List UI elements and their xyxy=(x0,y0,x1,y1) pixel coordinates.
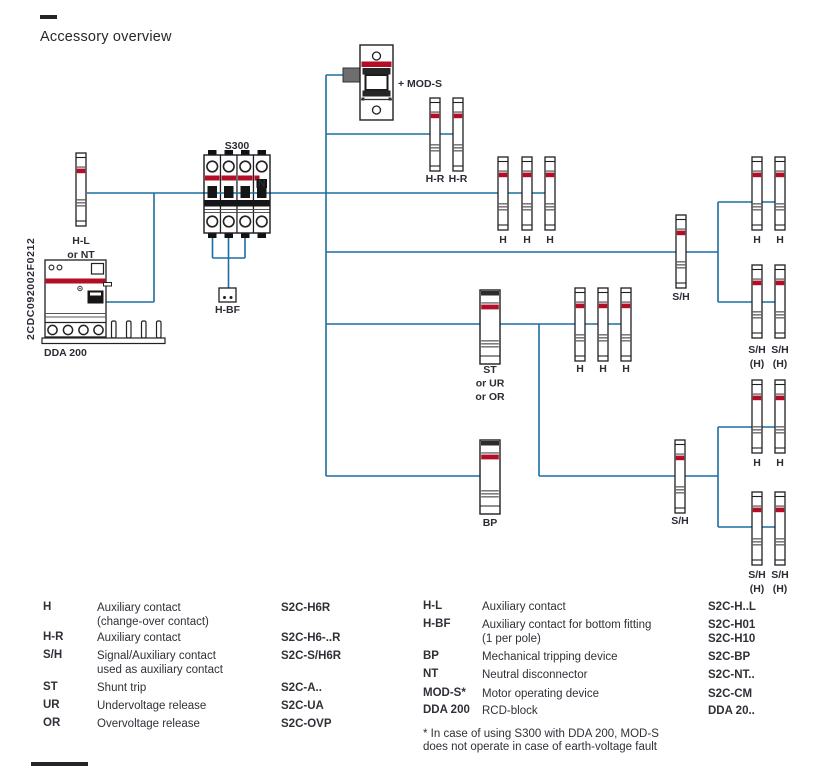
label-h: H xyxy=(599,363,607,375)
module-h-right-top-2 xyxy=(775,157,785,230)
legend-part xyxy=(281,631,340,645)
label-or-ur: or UR xyxy=(475,377,505,390)
bottom-section-dash xyxy=(31,762,88,766)
legend-desc xyxy=(482,687,599,701)
module-s-h-upper xyxy=(676,215,686,288)
label-h: H xyxy=(776,234,784,246)
legend-part xyxy=(708,600,756,614)
label-h: H xyxy=(753,457,761,469)
module-h-mid-1 xyxy=(575,288,585,361)
part-line: S2C-UA xyxy=(281,700,324,712)
legend-abbr: ST xyxy=(43,681,58,693)
label-h: H xyxy=(622,363,630,375)
legend-part xyxy=(281,649,341,663)
label-s-h: S/H xyxy=(748,569,766,581)
legend-abbr: H-L xyxy=(423,600,443,612)
desc-line: Overvoltage release xyxy=(97,718,200,730)
module-s-h-h-right-bottom-2 xyxy=(775,492,785,565)
label-h-bf: H-BF xyxy=(214,304,241,316)
label-h-l: H-L xyxy=(72,235,90,247)
part-line: S2C-BP xyxy=(708,651,751,663)
label-s-h: S/H xyxy=(771,569,789,581)
module-st xyxy=(480,290,500,364)
label-s300: S300 xyxy=(224,140,250,152)
label-st: ST xyxy=(483,364,497,376)
label-s-h-sub: (H) xyxy=(749,583,765,595)
part-line: S2C-OVP xyxy=(281,718,332,730)
legend-desc xyxy=(97,681,146,695)
label-h: H xyxy=(546,234,554,246)
label-h: H xyxy=(776,457,784,469)
desc-line: (change-over contact) xyxy=(97,616,209,628)
part-line: DDA 20.. xyxy=(708,705,755,717)
legend-part xyxy=(708,704,755,718)
module-h-l xyxy=(76,153,86,226)
desc-line: (1 per pole) xyxy=(482,633,541,645)
label-s-h: S/H xyxy=(771,344,789,356)
legend-part xyxy=(708,618,755,646)
breaker-s300 xyxy=(204,150,270,238)
page-title: Accessory overview xyxy=(40,29,172,45)
label-h: H xyxy=(753,234,761,246)
part-line: S2C-S/H6R xyxy=(281,650,342,662)
desc-line: Motor operating device xyxy=(482,688,599,700)
desc-line: Neutral disconnector xyxy=(482,669,588,681)
part-line: S2C-H6R xyxy=(281,602,331,614)
footnote-line: * In case of using S300 with DDA 200, MOD-S xyxy=(423,728,659,740)
label-neutral-pole: N xyxy=(257,177,266,190)
desc-line: Signal/Auxiliary contact xyxy=(97,650,216,662)
desc-line: Mechanical tripping device xyxy=(482,651,618,663)
module-h-top-1 xyxy=(498,157,508,230)
legend-abbr: OR xyxy=(43,717,61,729)
label-h-r-2: H-R xyxy=(448,173,468,185)
legend-desc xyxy=(482,668,587,682)
label-h: H xyxy=(499,234,507,246)
legend-abbr: MOD-S* xyxy=(423,687,466,699)
module-h-right-bottom-2 xyxy=(775,380,785,453)
label-dda200: DDA 200 xyxy=(44,347,87,359)
legend-desc xyxy=(97,601,209,629)
desc-line: RCD-block xyxy=(482,705,538,717)
legend-footnote xyxy=(423,728,659,754)
legend-desc xyxy=(482,650,618,664)
label-s-h-sub: (H) xyxy=(772,358,788,370)
legend-desc xyxy=(482,600,566,614)
legend-part xyxy=(281,681,322,695)
label-h: H xyxy=(523,234,531,246)
legend-abbr: BP xyxy=(423,650,439,662)
part-line: S2C-CM xyxy=(708,688,753,700)
legend-part xyxy=(708,687,752,701)
label-or-nt: or NT xyxy=(67,249,95,261)
legend-abbr: S/H xyxy=(43,649,63,661)
legend-desc xyxy=(97,631,181,645)
part-line: S2C-H6-..R xyxy=(281,632,341,644)
legend-abbr: H-R xyxy=(43,631,64,643)
legend-abbr: H-BF xyxy=(423,618,451,630)
module-s-h-h-right-top-1 xyxy=(752,265,762,338)
label-s-h-lower: S/H xyxy=(671,515,689,527)
label-s-h-sub: (H) xyxy=(749,358,765,370)
part-line: S2C-H01 xyxy=(708,619,756,631)
label-or-or: or OR xyxy=(475,391,505,403)
part-line: S2C-H..L xyxy=(708,601,756,613)
module-h-r-1 xyxy=(430,98,440,171)
module-h-right-top-1 xyxy=(752,157,762,230)
module-bp xyxy=(480,440,500,514)
part-line: S2C-A.. xyxy=(281,682,322,694)
legend-part xyxy=(281,717,332,731)
desc-line: Shunt trip xyxy=(97,682,147,694)
desc-line: Auxiliary contact for bottom fitting xyxy=(482,619,652,631)
legend-desc xyxy=(97,649,223,677)
module-h-mid-3 xyxy=(621,288,631,361)
desc-line: Undervoltage release xyxy=(97,700,207,712)
label-s-h-upper: S/H xyxy=(672,291,690,303)
legend-part xyxy=(281,601,330,615)
module-h-top-2 xyxy=(522,157,532,230)
part-line: S2C-H10 xyxy=(708,633,756,645)
legend-part xyxy=(708,650,750,664)
module-h-top-3 xyxy=(545,157,555,230)
desc-line: Auxiliary contact xyxy=(482,601,566,613)
desc-line: Auxiliary contact xyxy=(97,632,181,644)
module-h-r-2 xyxy=(453,98,463,171)
label-bp: BP xyxy=(482,517,498,529)
desc-line: used as auxiliary contact xyxy=(97,664,223,676)
label-mod-s: + MOD-S xyxy=(398,78,443,90)
device-mod-s xyxy=(343,45,393,120)
part-line: S2C-NT.. xyxy=(708,669,755,681)
module-s-h-h-right-bottom-1 xyxy=(752,492,762,565)
legend-part xyxy=(281,699,324,713)
legend-desc xyxy=(482,618,651,646)
footnote-line: does not operate in case of earth-voltage fault xyxy=(423,741,657,753)
legend-desc xyxy=(97,699,206,713)
label-s-h-sub: (H) xyxy=(772,583,788,595)
legend-abbr: UR xyxy=(43,699,60,711)
desc-line: Auxiliary contact xyxy=(97,602,181,614)
legend-part xyxy=(708,668,755,682)
module-s-h-h-right-top-2 xyxy=(775,265,785,338)
legend-abbr: NT xyxy=(423,668,439,680)
label-h-r-1: H-R xyxy=(425,173,445,185)
module-h-right-bottom-1 xyxy=(752,380,762,453)
diagram-labels xyxy=(44,78,789,595)
legend-desc xyxy=(482,704,538,718)
legend-abbr: DDA 200 xyxy=(423,704,470,716)
module-s-h-lower xyxy=(675,440,685,513)
label-h: H xyxy=(576,363,584,375)
legend-desc xyxy=(97,717,200,731)
module-h-bf xyxy=(219,288,236,302)
document-code-vertical: 2CDC092002F0212 xyxy=(25,237,37,340)
module-h-mid-2 xyxy=(598,288,608,361)
legend-abbr: H xyxy=(43,601,52,613)
label-s-h: S/H xyxy=(748,344,766,356)
